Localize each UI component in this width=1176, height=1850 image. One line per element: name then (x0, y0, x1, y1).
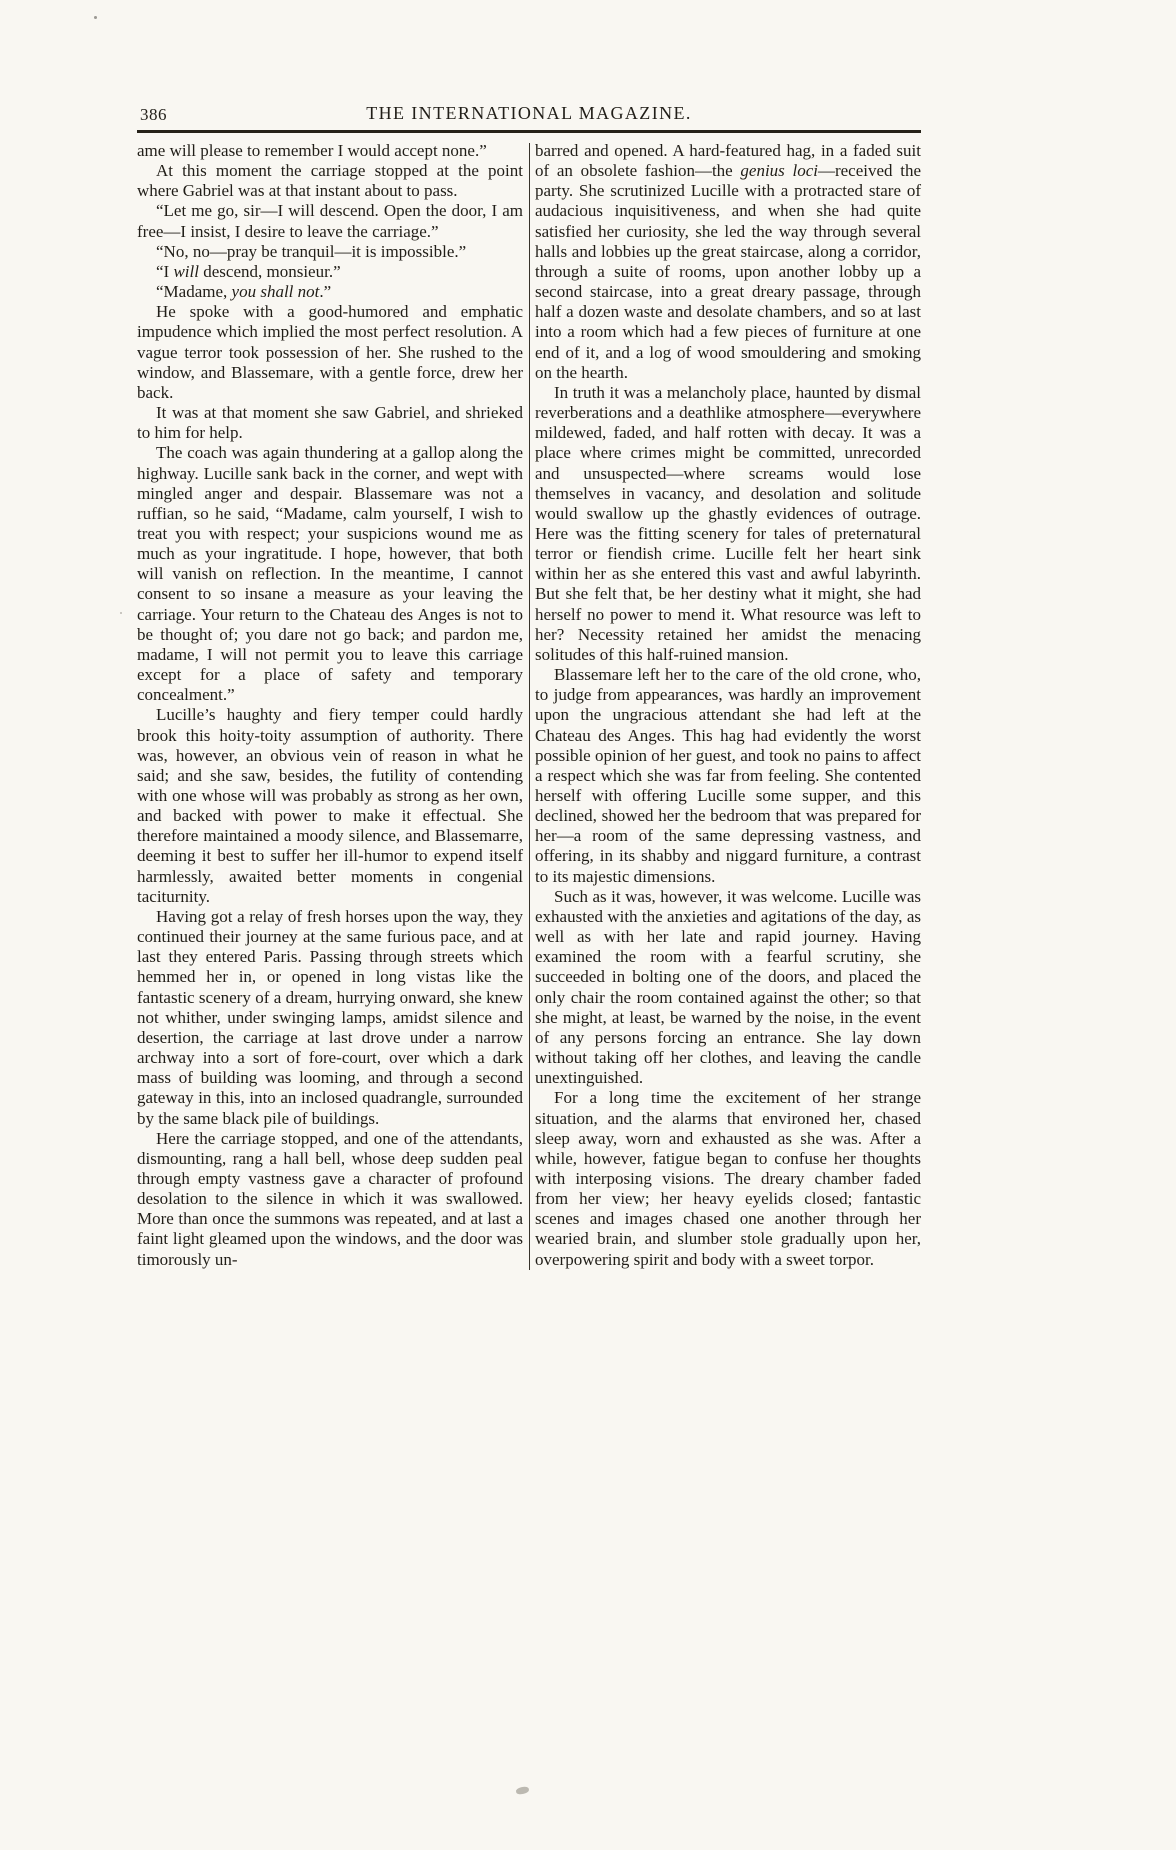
paragraph (137, 907, 523, 1129)
italic-text: genius loci (740, 161, 818, 181)
paragraph (137, 403, 523, 443)
paragraph (137, 141, 523, 161)
paragraph (535, 887, 921, 1089)
text-run: “Madame, (156, 282, 232, 302)
page-number: 386 (140, 105, 167, 124)
text-run: ame will please to remember I would accept none.” (137, 141, 487, 160)
text-run: Here the carriage stopped, and one of the attendants, dismounting, rang a hall bell, whose deep sudden peal through empty vastness gave a character of profound desolation to the silence in which it was swallowed. More than once the summons was repeated, and at last a faint light gleamed upon the windows, and the door was timorously un- (137, 1128, 523, 1269)
page-content (137, 100, 921, 1270)
text-run: descend, monsieur.” (198, 261, 341, 281)
header-rule (137, 130, 921, 133)
page-header (137, 100, 921, 127)
column-divider (529, 143, 530, 1270)
text-run: At this moment the carriage stopped at the point where Gabriel was at that instant about to pass. (137, 161, 523, 201)
text-run: barred and opened. A hard-featured hag, in a faded suit of an obsolete fashion—the (535, 141, 921, 181)
paragraph (535, 1088, 921, 1269)
text-run: Having got a relay of fresh horses upon the way, they continued their journey at the same furious pace, and at last they entered Paris. Passing through streets which hemmed her in, or opened in long vistas like the fantastic scenery of a dream, hurrying onward, she knew not whither, under swinging lamps, amidst silence and desertion, the carriage at last drove under a narrow archway into a sort of fore-court, over which a dark mass of building was looming, and through a second gateway in this, into an inclosed quadrangle, surrounded by the same black pile of buildings. (137, 906, 523, 1128)
paragraph (535, 665, 921, 887)
text-run: “Let me go, sir—I will descend. Open the door, I am free—I insist, I desire to leave the carriage.” (137, 201, 523, 241)
paragraph (137, 443, 523, 705)
right-column (535, 141, 921, 1270)
scan-artifact (120, 612, 122, 614)
scan-artifact (515, 1786, 529, 1796)
text-run: He spoke with a good-humored and emphatic impudence which implied the most perfect resolution. A vague terror took possession of her. She rushed to the window, and Blassemare, with a gentle force, drew her back. (137, 302, 523, 402)
text-run: Blassemare left her to the care of the old crone, who, to judge from appearances, was hardly an improvement upon the ungracious attendant she had left at the Chateau des Anges. This hag had evidently the worst possible opinion of her guest, and took no pains to affect a respect which she was far from feeling. She contented herself with offering Lucille some supper, and this declined, showed her the bedroom that was prepared for her—a room of the same depressing vastness, and offering, in its shabby and niggard furniture, a contrast to its majestic dimensions. (535, 665, 921, 886)
running-title: THE INTERNATIONAL MAGAZINE. (366, 103, 692, 123)
left-column (137, 141, 523, 1270)
paragraph (535, 383, 921, 665)
paragraph (137, 262, 523, 282)
text-run: Such as it was, however, it was welcome. Lucille was exhausted with the anxieties and agitations of the day, as well as with her late and rapid journey. Having examined the room with a fearful scrutiny, she succeeded in bolting one of the doors, and placed the only chair the room contained against the other; so that she might, at least, be warned by the noise, in the event of any persons forcing an entrance. She lay down without taking off her clothes, and leaving the candle unextinguished. (535, 886, 921, 1088)
text-run: In truth it was a melancholy place, haunted by dismal reverberations and a deathlike atmosphere—everywhere mildewed, faded, and half rotten with decay. It was a place where crimes might be committed, unrecorded and unsuspected—where screams would lose themselves in vacancy, and desolation and solitude would swallow up the ghastly evidences of outrage. Here was the fitting scenery for tales of preternatural terror or fiendish crime. Lucille felt her heart sink within her as she entered this vast and awful labyrinth. But she felt that, be her destiny what it might, she had herself no power to mend it. What resource was left to her? Necessity retained her amidst the menacing solitudes of this half-ruined mansion. (535, 382, 921, 664)
text-run: The coach was again thundering at a gallop along the highway. Lucille sank back in the corner, and wept with mingled anger and despair. Blassemare was not a ruffian, so he said, “Madame, calm yourself, I wish to treat you with respect; your suspicions wound me as much as your ingratitude. I hope, however, that both will vanish on reflection. In the meantime, I cannot consent to so insane a measure as your leaving the carriage. Your return to the Chateau des Anges is not to be thought of; you dare not go back; and pardon me, madame, I will not permit you to leave this carriage except for a place of safety and temporary concealment.” (137, 443, 523, 705)
text-run: —received the party. She scrutinized Lucille with a protracted stare of audacious inquisitiveness, and when she had quite satisfied her curiosity, she led the way through several halls and lobbies up the great staircase, along a corridor, through a suite of rooms, upon another lobby up a second staircase, into a great dreary passage, through half a dozen waste and desolate chambers, and so at last into a room which had a few pieces of furniture at one end of it, and a log of wood smouldering and smoking on the hearth. (535, 161, 921, 382)
paragraph (137, 201, 523, 241)
italic-text: you shall not (231, 282, 320, 302)
paragraph (137, 302, 523, 403)
paragraph (137, 282, 523, 302)
text-run: “No, no—pray be tranquil—it is impossible.” (156, 241, 467, 261)
text-run: .” (319, 282, 332, 302)
text-columns (137, 141, 921, 1270)
text-run: “I (156, 261, 174, 281)
paragraph (137, 242, 523, 262)
paragraph (137, 705, 523, 907)
scan-artifact (94, 16, 97, 19)
text-run: It was at that moment she saw Gabriel, and shrieked to him for help. (137, 403, 523, 443)
paragraph (535, 141, 921, 383)
text-run: For a long time the excitement of her strange situation, and the alarms that environed her, chased sleep away, worn and exhausted as she was. After a while, however, fatigue began to confuse her thoughts with interposing visions. The dreary chamber faded from her view; her heavy eyelids closed; fantastic scenes and images chased one another through her wearied brain, and slumber stole gradually upon her, overpowering spirit and body with a sweet torpor. (535, 1088, 921, 1269)
italic-text: will (173, 261, 199, 281)
paragraph (137, 161, 523, 201)
paragraph (137, 1129, 523, 1270)
text-run: Lucille’s haughty and fiery temper could hardly brook this hoity-toity assumption of authority. There was, however, an obvious vein of reason in what he said; and she saw, besides, the futility of contending with one whose will was probably as strong as her own, and backed with power to make it effectual. She therefore maintained a moody silence, and Blassemarre, deeming it best to suffer her ill-humor to expend itself harmlessly, awaited better moments in congenial taciturnity. (137, 705, 523, 906)
